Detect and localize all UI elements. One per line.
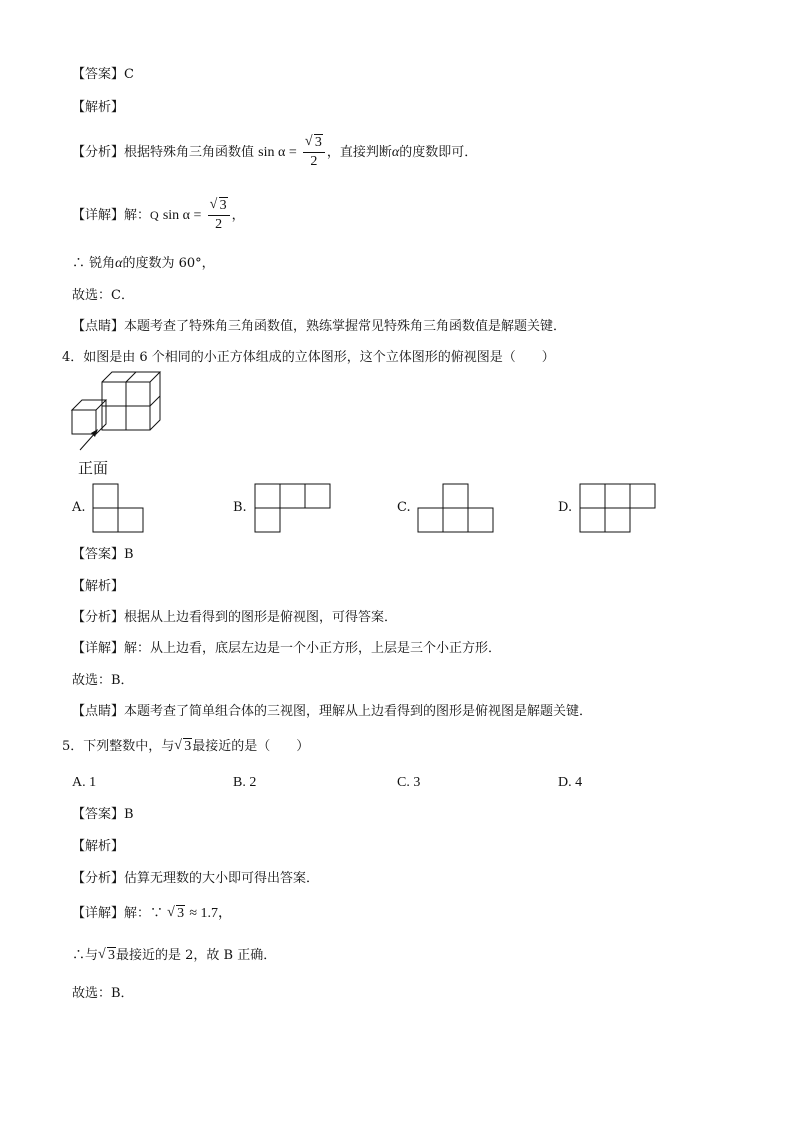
q5-fenxi-line <box>72 870 319 888</box>
q4-xiangjie-line <box>72 640 501 658</box>
q4-option-c-figure <box>417 483 497 535</box>
xiangjie-tag: 【详解】 <box>72 641 125 656</box>
degree-text: 的度数为 60°， <box>122 256 215 271</box>
approx-value: ≈ 1.7， <box>189 906 232 921</box>
top-edge <box>126 372 136 382</box>
fenxi-text: 估算无理数的大小即可得出答案． <box>124 871 320 886</box>
sqrt3-over-2-fraction-2: √ 3 2 <box>208 197 230 234</box>
q4-option-d-label: D. <box>558 500 573 515</box>
sqrt3-radical: √ 3 <box>167 905 185 921</box>
stem-text: 5．下列整数中，与 <box>62 739 175 754</box>
sqrt3-over-2-fraction: √ 3 2 <box>303 134 325 171</box>
sqrt-radical: √ 3 <box>304 134 322 150</box>
xiangjie-text: 解：∵ <box>124 906 164 921</box>
xiangjie-tag: 【详解】 <box>72 906 125 921</box>
q3-xiangjie-line <box>72 196 245 235</box>
cube-top-face <box>72 400 106 410</box>
q5-option-d: D. 4 <box>558 775 583 790</box>
q4-option-a-label: A. <box>72 500 86 515</box>
q4-analysis-heading: 【解析】 <box>72 579 125 594</box>
answer-value: B <box>124 547 134 562</box>
q4-answer-line <box>72 546 134 564</box>
q4-option-a-figure <box>92 483 148 535</box>
q3-analysis-heading: 【解析】 <box>72 100 125 115</box>
q5-option-a: A. 1 <box>72 775 97 790</box>
q3-dianjing-line <box>72 318 566 336</box>
alpha-symbol: α <box>391 145 400 160</box>
q5-choice: 故选：B． <box>72 986 134 1001</box>
q3-answer-line <box>72 66 134 84</box>
answer-value: B <box>124 807 134 822</box>
q4-stem: 4．如图是由 6 个相同的小正方体组成的立体图形，这个立体图形的俯视图是（ ） <box>62 350 555 365</box>
conclusion-text: ∴与 <box>72 948 99 963</box>
q5-analysis-heading: 【解析】 <box>72 839 125 854</box>
q4-dianjing-line <box>72 703 592 721</box>
cube-front-face <box>126 406 150 430</box>
q4-choice: 故选：B． <box>72 673 134 688</box>
alpha-symbol: α <box>115 256 123 271</box>
fenxi-tag: 【分析】 <box>72 145 125 160</box>
dianjing-tag: 【点睛】 <box>72 704 125 719</box>
fenxi-text: 根据特殊角三角函数值 <box>124 145 255 160</box>
q3-choice: 故选：C． <box>72 288 134 303</box>
q5-stem <box>62 738 309 756</box>
fenxi-tag: 【分析】 <box>72 871 125 886</box>
sin-expression: sin α = <box>258 145 297 160</box>
q5-xiangjie-line <box>72 905 232 923</box>
q5-conclusion-line <box>72 947 276 965</box>
front-label: 正面 <box>78 459 109 477</box>
sqrt-radical: √ 3 <box>209 197 227 213</box>
q3-fenxi-line <box>72 134 477 172</box>
sin-expression-2: sin α = <box>162 208 202 223</box>
answer-value: C <box>124 67 134 82</box>
side-edge <box>150 396 160 406</box>
q4-option-b-figure <box>254 483 334 535</box>
answer-tag: 【答案】 <box>72 547 125 562</box>
comma: ， <box>231 208 245 223</box>
fenxi-tag: 【分析】 <box>72 610 125 625</box>
therefore-text: ∴ 锐角 <box>72 256 116 271</box>
xiangjie-text: 解：从上边看，底层左边是一个小正方形，上层是三个小正方形． <box>124 641 502 656</box>
cube-front-face <box>72 410 96 434</box>
q4-solid-figure <box>68 370 168 480</box>
fenxi-text: 根据从上边看得到的图形是俯视图，可得答案． <box>124 610 398 625</box>
fenxi-text-2: ，直接判断 <box>326 145 392 160</box>
answer-tag: 【答案】 <box>72 67 125 82</box>
stem-text-2: 最接近的是（ ） <box>192 739 310 754</box>
q5-option-c: C. 3 <box>397 775 421 790</box>
xiangjie-text: 解： <box>124 208 151 223</box>
because-symbol: Q <box>150 208 159 222</box>
dianjing-text: 本题考查了特殊角三角函数值，熟练掌握常见特殊角三角函数值是解题关键． <box>124 319 567 334</box>
fenxi-text-3: 的度数即可． <box>399 145 478 160</box>
dianjing-text: 本题考查了简单组合体的三视图，理解从上边看得到的图形是俯视图是解题关键． <box>124 704 593 719</box>
q4-option-c-label: C. <box>397 500 411 515</box>
q5-answer-line <box>72 806 134 824</box>
q4-fenxi-line <box>72 609 397 627</box>
q3-therefore-line <box>72 255 215 273</box>
cube-front-face <box>126 382 150 406</box>
q4-option-d-figure <box>579 483 659 535</box>
conclusion-text-2: 最接近的是 2，故 B 正确． <box>116 948 277 963</box>
dianjing-tag: 【点睛】 <box>72 319 125 334</box>
xiangjie-tag: 【详解】 <box>72 208 125 223</box>
sqrt3-radical: √ 3 <box>174 738 192 754</box>
q5-option-b: B. 2 <box>233 775 257 790</box>
sqrt3-radical: √ 3 <box>98 947 116 963</box>
answer-tag: 【答案】 <box>72 807 125 822</box>
q4-option-b-label: B. <box>233 500 247 515</box>
